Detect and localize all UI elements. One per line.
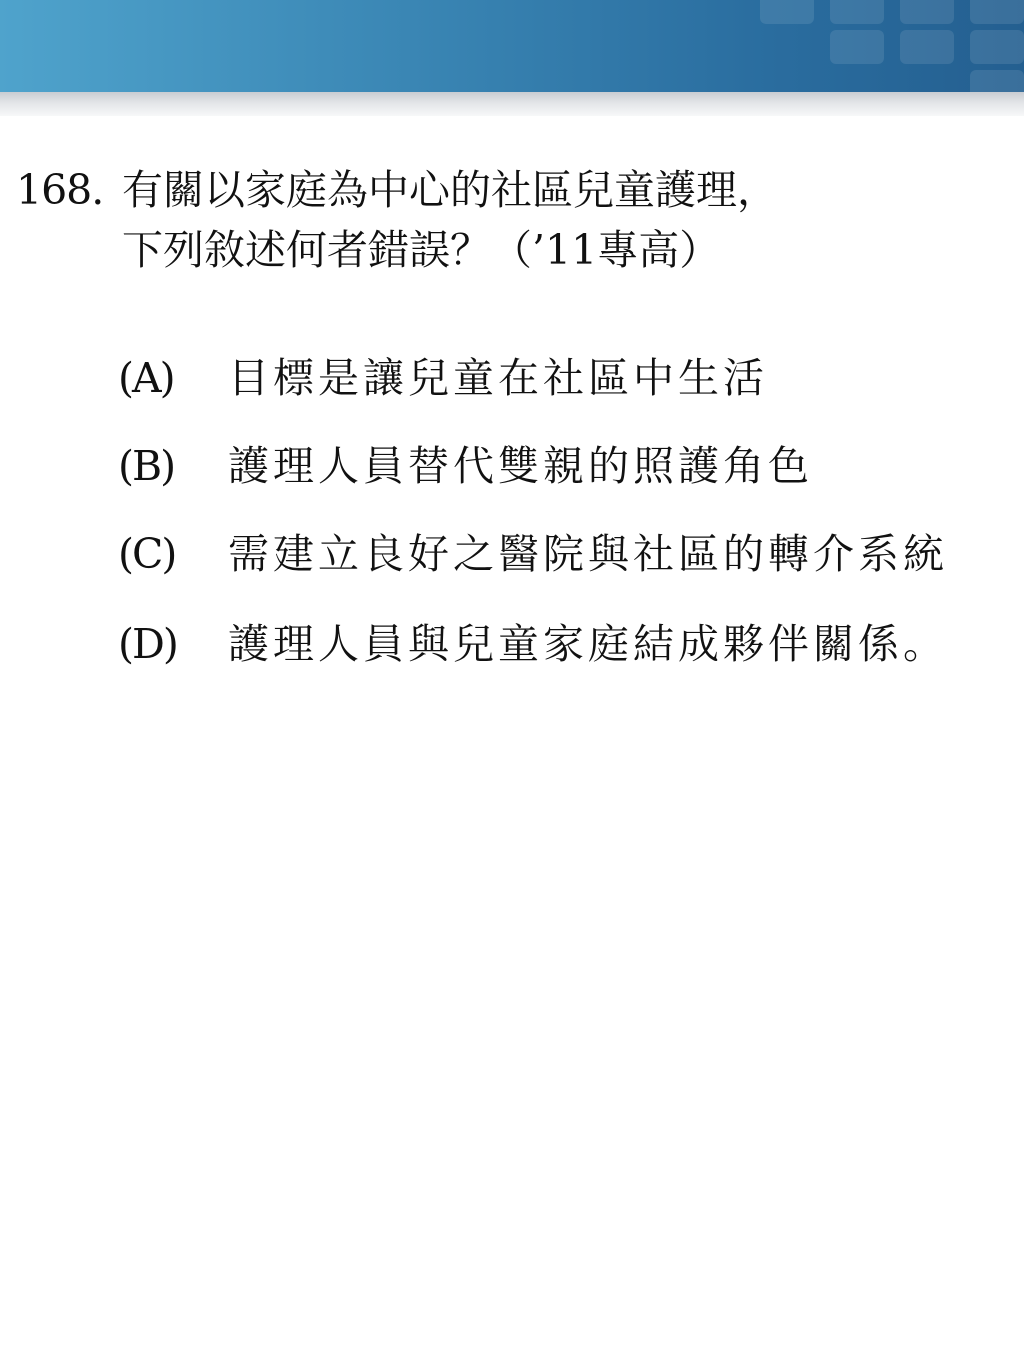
option-letter: (A) bbox=[118, 354, 174, 402]
option-d[interactable] bbox=[118, 614, 998, 674]
option-b[interactable] bbox=[118, 436, 998, 496]
option-letter: (B) bbox=[118, 442, 175, 490]
option-text: 目標是讓兒童在社區中生活 bbox=[228, 354, 768, 402]
option-text: 護理人員替代雙親的照護角色 bbox=[228, 442, 813, 490]
option-letter: (C) bbox=[118, 530, 176, 578]
option-letter: (D) bbox=[118, 620, 177, 668]
header-divider bbox=[0, 92, 1024, 116]
question-number: 168. bbox=[16, 166, 104, 214]
question-line-1: 有關以家庭為中心的社區兒童護理， bbox=[122, 166, 778, 214]
option-text: 需建立良好之醫院與社區的轉介系統 bbox=[228, 530, 948, 578]
header-decoration bbox=[970, 30, 1024, 64]
header-decoration bbox=[900, 30, 954, 64]
answer-options bbox=[118, 348, 998, 702]
header-decoration bbox=[970, 0, 1024, 24]
header-decoration bbox=[830, 0, 884, 24]
question-text bbox=[122, 160, 972, 280]
question-line-2: 下列敘述何者錯誤？（’11專高） bbox=[122, 226, 721, 274]
header-decoration bbox=[830, 30, 884, 64]
option-c[interactable] bbox=[118, 524, 998, 584]
option-text: 護理人員與兒童家庭結成夥伴關係。 bbox=[228, 620, 948, 668]
option-a[interactable] bbox=[118, 348, 998, 408]
header-decoration bbox=[900, 0, 954, 24]
header-decoration bbox=[970, 70, 1024, 92]
header-banner bbox=[0, 0, 1024, 92]
question-stem bbox=[16, 160, 1006, 280]
header-decoration bbox=[760, 0, 814, 24]
